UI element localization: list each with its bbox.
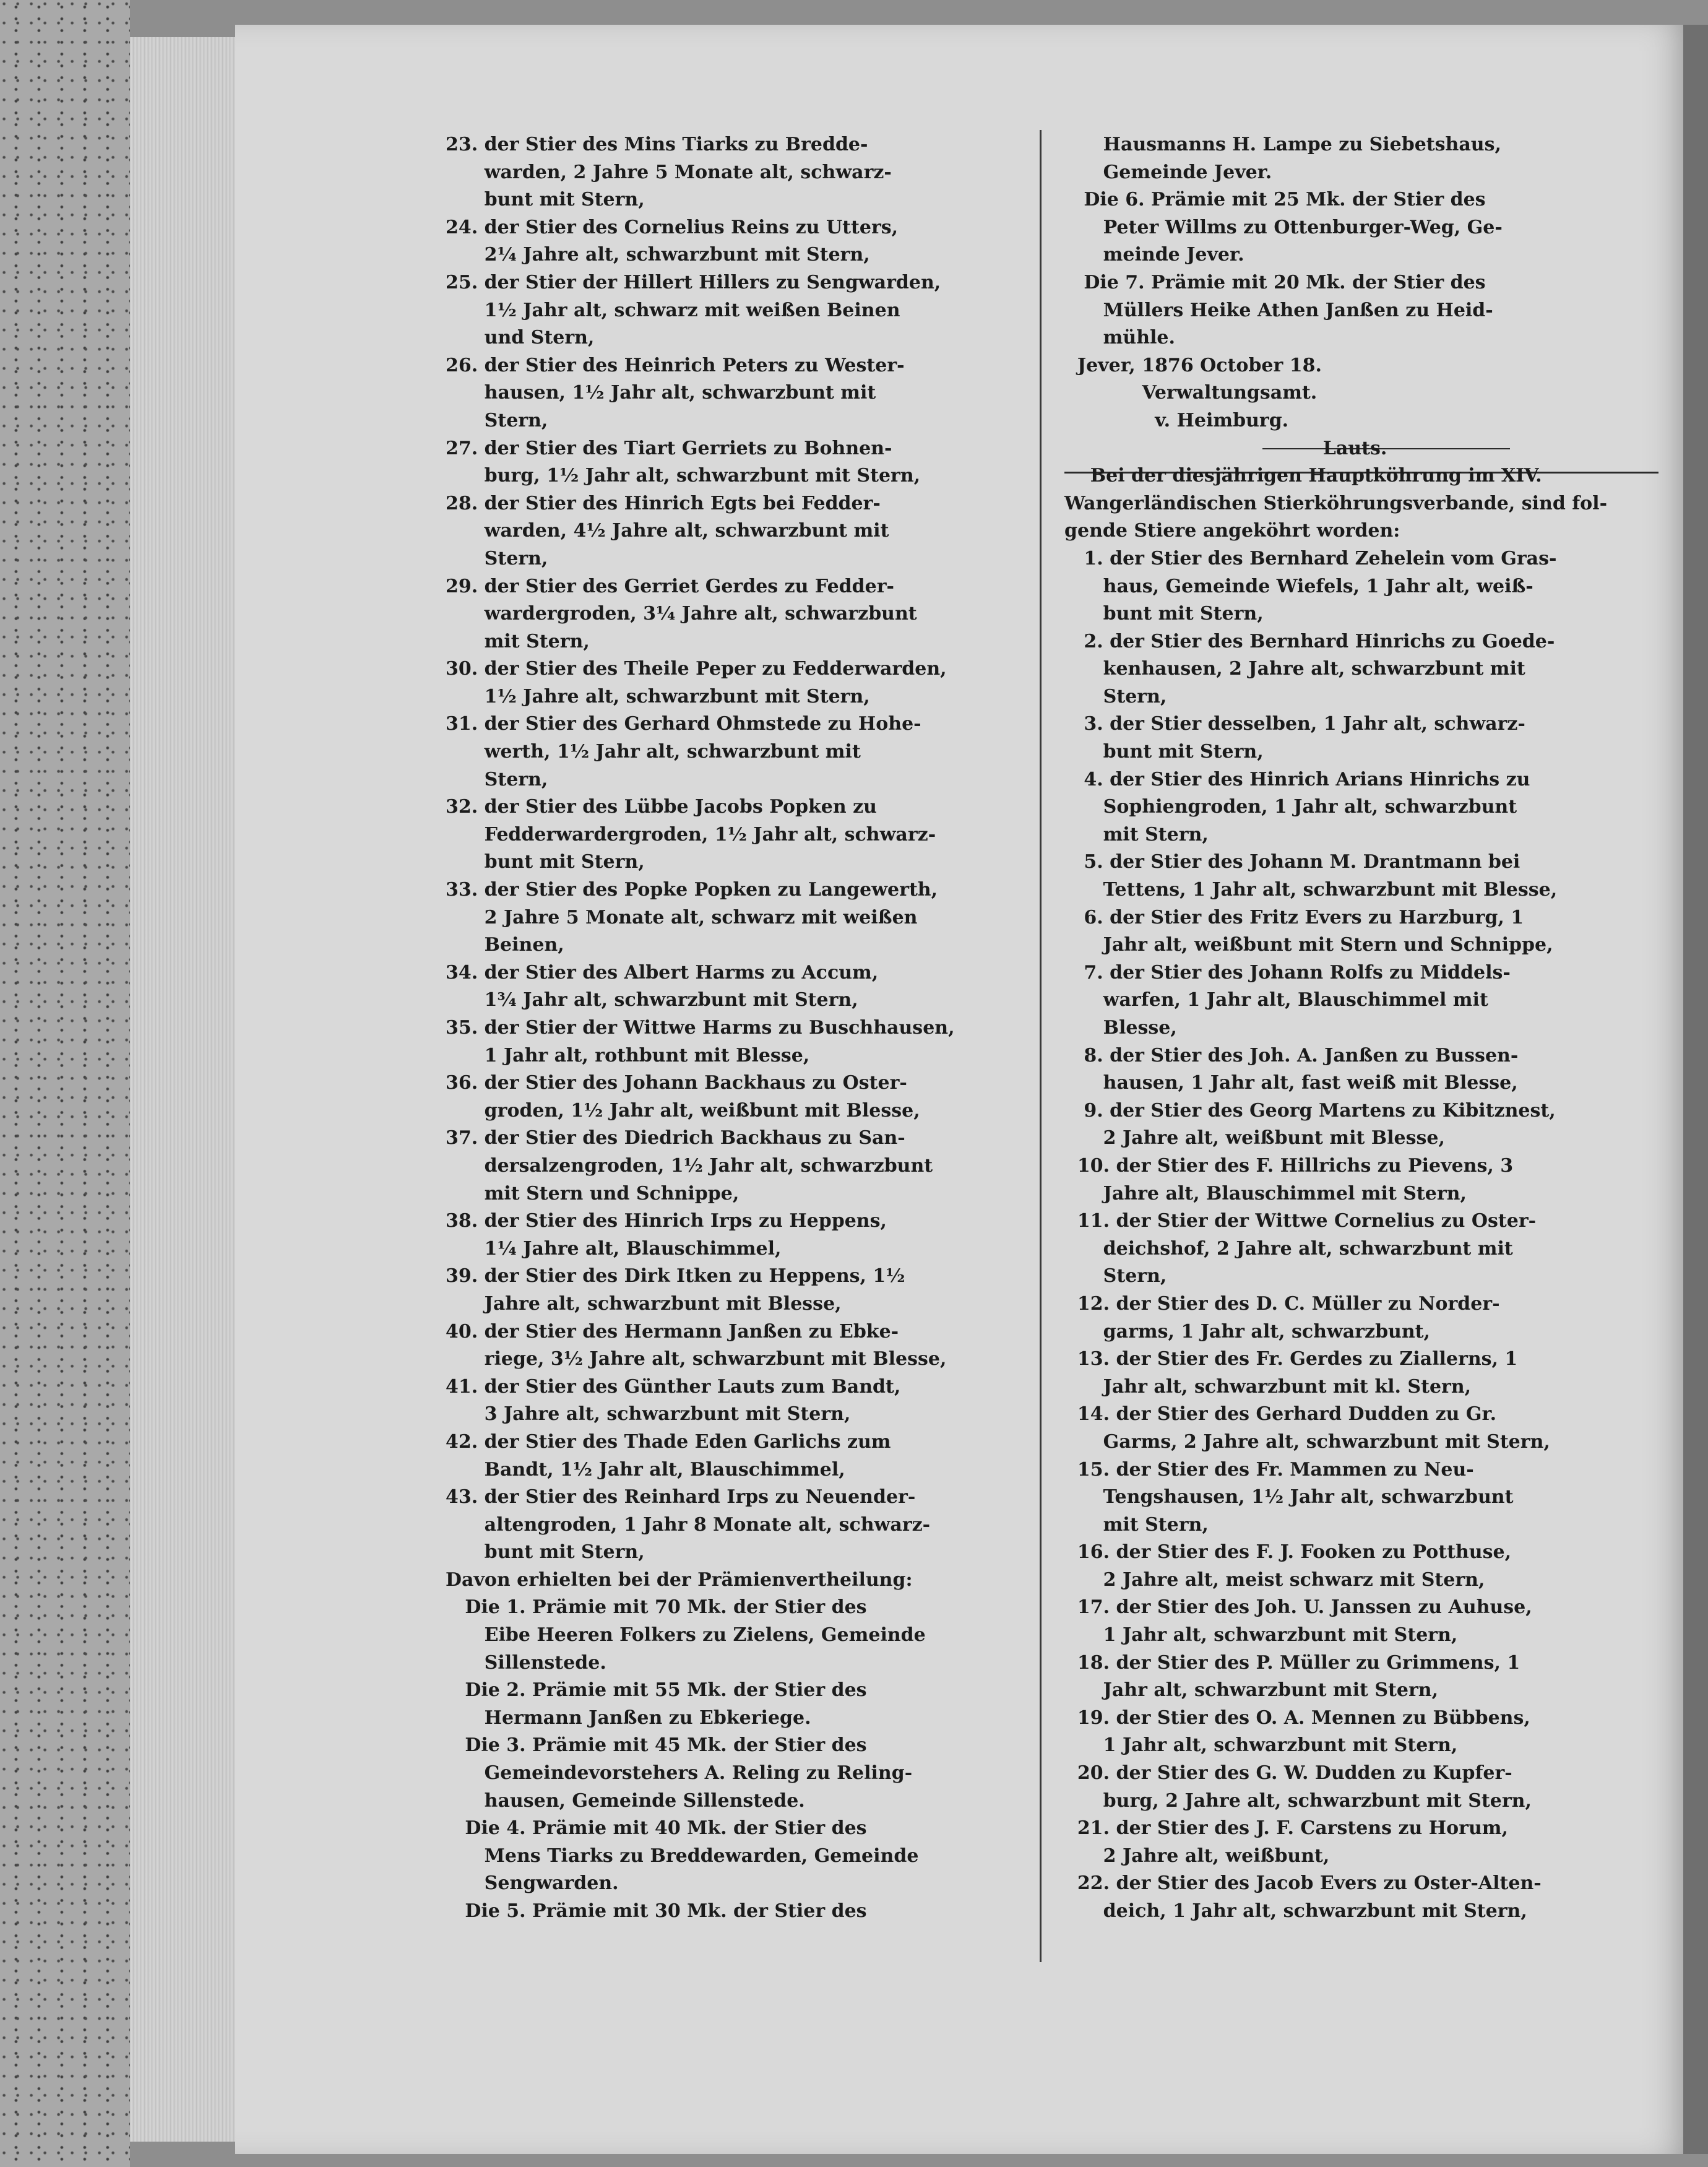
text-line: bunt mit Stern, <box>446 189 645 211</box>
text-line: werth, 1½ Jahr alt, schwarzbunt mit <box>446 741 861 763</box>
text-line: 23. der Stier des Mins Tiarks zu Bredde- <box>446 134 868 155</box>
text-line: Peter Willms zu Ottenburger-Weg, Ge- <box>1064 216 1503 238</box>
text-line: Hausmanns H. Lampe zu Siebetshaus, <box>1064 134 1501 155</box>
text-line: bunt mit Stern, <box>1064 741 1264 763</box>
text-line: 36. der Stier des Johann Backhaus zu Oster- <box>446 1072 907 1094</box>
text-line: 2 Jahre alt, meist schwarz mit Stern, <box>1064 1568 1485 1591</box>
text-line: Wangerländischen Stierköhrungsverbande, sind fol- <box>1064 492 1608 514</box>
text-line: 22. der Stier des Jacob Evers zu Oster-Alten- <box>1064 1872 1542 1895</box>
text-line: Gemeindevorstehers A. Reling zu Reling- <box>446 1762 913 1784</box>
text-line: burg, 2 Jahre alt, schwarzbunt mit Stern, <box>1064 1789 1532 1812</box>
text-line: Die 2. Prämie mit 55 Mk. der Stier des <box>446 1679 867 1702</box>
text-line: hausen, 1 Jahr alt, fast weiß mit Blesse, <box>1064 1072 1518 1094</box>
text-line: 31. der Stier des Gerhard Ohmstede zu Hohe- <box>446 713 921 735</box>
text-line: gende Stiere angeköhrt worden: <box>1064 520 1400 542</box>
column-divider <box>1040 130 1042 1962</box>
text-line: 40. der Stier des Hermann Janßen zu Ebke- <box>446 1320 899 1343</box>
text-line: Stern, <box>1064 685 1167 707</box>
text-line: Blesse, <box>1064 1017 1177 1039</box>
page-stack-edge <box>130 37 236 2142</box>
text-line: bunt mit Stern, <box>446 851 645 873</box>
text-line: 26. der Stier des Heinrich Peters zu Wester- <box>446 354 905 376</box>
text-line: 1¼ Jahre alt, Blauschimmel, <box>446 1237 782 1260</box>
text-line: 17. der Stier des Joh. U. Janssen zu Auhuse, <box>1064 1596 1532 1619</box>
text-line: 1¾ Jahr alt, schwarzbunt mit Stern, <box>446 989 858 1011</box>
text-line: 2 Jahre alt, weißbunt mit Blesse, <box>1064 1127 1445 1149</box>
text-line: Die 3. Prämie mit 45 Mk. der Stier des <box>446 1734 867 1757</box>
text-line: Tengshausen, 1½ Jahr alt, schwarzbunt <box>1064 1486 1514 1508</box>
text-line: hausen, 1½ Jahr alt, schwarzbunt mit <box>446 382 876 404</box>
text-line: Jahr alt, schwarzbunt mit kl. Stern, <box>1064 1375 1472 1398</box>
text-line: Sengwarden. <box>446 1872 619 1895</box>
text-line: wardergroden, 3¼ Jahre alt, schwarzbunt <box>446 603 917 625</box>
text-line: mit Stern und Schnippe, <box>446 1182 740 1205</box>
text-line: 27. der Stier des Tiart Gerriets zu Bohnen- <box>446 437 892 459</box>
text-line: Jever, 1876 October 18. <box>1064 354 1322 376</box>
text-line: 16. der Stier des F. J. Fooken zu Potthuse, <box>1064 1541 1512 1564</box>
text-line: Bandt, 1½ Jahr alt, Blauschimmel, <box>446 1458 845 1481</box>
text-line: Die 5. Prämie mit 30 Mk. der Stier des <box>446 1900 867 1922</box>
text-line: 29. der Stier des Gerriet Gerdes zu Fedder- <box>446 575 894 597</box>
text-line: 41. der Stier des Günther Lauts zum Bandt, <box>446 1375 901 1398</box>
text-line: 3. der Stier desselben, 1 Jahr alt, schwarz- <box>1064 713 1525 735</box>
text-line: deichshof, 2 Jahre alt, schwarzbunt mit <box>1064 1237 1513 1260</box>
text-line: Jahre alt, Blauschimmel mit Stern, <box>1064 1182 1467 1205</box>
text-line: Mens Tiarks zu Breddewarden, Gemeinde <box>446 1845 919 1867</box>
text-line: 25. der Stier der Hillert Hillers zu Sengwarden, <box>446 271 941 293</box>
text-line: Beinen, <box>446 934 564 956</box>
text-line: Verwaltungsamt. <box>1064 382 1318 404</box>
text-line: 2¼ Jahre alt, schwarzbunt mit Stern, <box>446 244 870 266</box>
left-text-column <box>446 131 1015 1926</box>
text-line: 2 Jahre 5 Monate alt, schwarz mit weißen <box>446 906 918 928</box>
text-line: Davon erhielten bei der Prämienvertheilung: <box>446 1568 913 1591</box>
text-line: Stern, <box>446 547 548 569</box>
text-line: Gemeinde Jever. <box>1064 161 1272 183</box>
text-line: v. Heimburg. <box>1064 409 1289 431</box>
text-line: 33. der Stier des Popke Popken zu Langewerth, <box>446 879 938 901</box>
text-line: Garms, 2 Jahre alt, schwarzbunt mit Stern, <box>1064 1430 1550 1453</box>
text-line: 28. der Stier des Hinrich Egts bei Fedder- <box>446 492 881 514</box>
text-line: 12. der Stier des D. C. Müller zu Norder- <box>1064 1292 1500 1315</box>
text-line: Tettens, 1 Jahr alt, schwarzbunt mit Blesse, <box>1064 879 1558 901</box>
text-line: Fedderwardergroden, 1½ Jahr alt, schwarz- <box>446 823 936 846</box>
text-line: Jahr alt, weißbunt mit Stern und Schnippe, <box>1064 934 1553 956</box>
text-line: 19. der Stier des O. A. Mennen zu Bübbens, <box>1064 1706 1530 1729</box>
text-line: 21. der Stier des J. F. Carstens zu Horum, <box>1064 1817 1508 1840</box>
text-line: burg, 1½ Jahr alt, schwarzbunt mit Stern, <box>446 465 921 487</box>
text-line: und Stern, <box>446 327 595 349</box>
text-line: Jahr alt, schwarzbunt mit Stern, <box>1064 1679 1439 1702</box>
text-line: riege, 3½ Jahre alt, schwarzbunt mit Blesse, <box>446 1348 947 1370</box>
text-line: deich, 1 Jahr alt, schwarzbunt mit Stern, <box>1064 1900 1527 1922</box>
text-line: 1 Jahr alt, rothbunt mit Blesse, <box>446 1044 810 1066</box>
text-line: Sophiengroden, 1 Jahr alt, schwarzbunt <box>1064 796 1517 818</box>
text-line: bunt mit Stern, <box>1064 603 1264 625</box>
text-line: 18. der Stier des P. Müller zu Grimmens, 1 <box>1064 1651 1520 1674</box>
text-line: 5. der Stier des Johann M. Drantmann bei <box>1064 851 1520 873</box>
text-line: Die 6. Prämie mit 25 Mk. der Stier des <box>1064 189 1486 211</box>
text-line: meinde Jever. <box>1064 244 1244 266</box>
text-line: 2 Jahre alt, weißbunt, <box>1064 1845 1330 1867</box>
text-line: 14. der Stier des Gerhard Dudden zu Gr. <box>1064 1403 1497 1425</box>
text-line: Jahre alt, schwarzbunt mit Blesse, <box>446 1292 842 1315</box>
text-line: 1½ Jahr alt, schwarz mit weißen Beinen <box>446 299 900 321</box>
text-line: 32. der Stier des Lübbe Jacobs Popken zu <box>446 796 877 818</box>
text-line: 24. der Stier des Cornelius Reins zu Utters, <box>446 216 899 238</box>
right-text-column <box>1064 131 1677 1926</box>
text-line: mit Stern, <box>1064 823 1209 846</box>
text-line: mühle. <box>1064 327 1175 349</box>
text-line: Die 4. Prämie mit 40 Mk. der Stier des <box>446 1817 867 1840</box>
text-line: Stern, <box>446 409 548 431</box>
text-line: 6. der Stier des Fritz Evers zu Harzburg, 1 <box>1064 906 1524 928</box>
text-line: mit Stern, <box>1064 1513 1209 1536</box>
text-line: haus, Gemeinde Wiefels, 1 Jahr alt, weiß- <box>1064 575 1533 597</box>
text-line: bunt mit Stern, <box>446 1541 645 1564</box>
text-line: 38. der Stier des Hinrich Irps zu Heppens, <box>446 1210 887 1232</box>
text-line: hausen, Gemeinde Sillenstede. <box>446 1789 805 1812</box>
text-line: mit Stern, <box>446 630 590 652</box>
text-line: 37. der Stier des Diedrich Backhaus zu San- <box>446 1127 905 1149</box>
text-line: Stern, <box>446 768 548 790</box>
text-line: 42. der Stier des Thade Eden Garlichs zum <box>446 1430 891 1453</box>
text-line: 3 Jahre alt, schwarzbunt mit Stern, <box>446 1403 851 1425</box>
text-line: dersalzengroden, 1½ Jahr alt, schwarzbunt <box>446 1154 933 1177</box>
text-line: 20. der Stier des G. W. Dudden zu Kupfer- <box>1064 1762 1512 1784</box>
text-line: kenhausen, 2 Jahre alt, schwarzbunt mit <box>1064 658 1525 680</box>
text-line: 43. der Stier des Reinhard Irps zu Neuender- <box>446 1486 916 1508</box>
text-line: Hermann Janßen zu Ebkeriege. <box>446 1706 811 1729</box>
text-line: 1½ Jahre alt, schwarzbunt mit Stern, <box>446 685 870 707</box>
text-line: garms, 1 Jahr alt, schwarzbunt, <box>1064 1320 1430 1343</box>
text-line: 13. der Stier des Fr. Gerdes zu Ziallerns, 1 <box>1064 1348 1518 1370</box>
text-line: 15. der Stier des Fr. Mammen zu Neu- <box>1064 1458 1474 1481</box>
text-line: Die 1. Prämie mit 70 Mk. der Stier des <box>446 1596 867 1619</box>
text-line: 9. der Stier des Georg Martens zu Kibitznest, <box>1064 1099 1556 1122</box>
text-line: 1 Jahr alt, schwarzbunt mit Stern, <box>1064 1624 1458 1646</box>
text-line: 7. der Stier des Johann Rolfs zu Middels- <box>1064 961 1511 984</box>
text-line: Eibe Heeren Folkers zu Zielens, Gemeinde <box>446 1624 926 1646</box>
text-line: 39. der Stier des Dirk Itken zu Heppens, 1½ <box>446 1265 905 1287</box>
text-line: Lauts. <box>1064 437 1387 459</box>
text-line: Die 7. Prämie mit 20 Mk. der Stier des <box>1064 271 1486 293</box>
text-line: 34. der Stier des Albert Harms zu Accum, <box>446 961 879 984</box>
text-line: warfen, 1 Jahr alt, Blauschimmel mit <box>1064 989 1488 1011</box>
text-line: 30. der Stier des Theile Peper zu Fedderwarden, <box>446 658 947 680</box>
text-line: 1 Jahr alt, schwarzbunt mit Stern, <box>1064 1734 1458 1757</box>
text-line: 10. der Stier des F. Hillrichs zu Pievens, 3 <box>1064 1154 1514 1177</box>
text-line: 11. der Stier der Wittwe Cornelius zu Oster- <box>1064 1210 1537 1232</box>
book-fore-edge <box>0 0 130 2167</box>
text-line: Bei der diesjährigen Hauptköhrung im XIV. <box>1064 465 1542 487</box>
text-line: Stern, <box>1064 1265 1167 1287</box>
text-line: 1. der Stier des Bernhard Zehelein vom Gras- <box>1064 547 1557 569</box>
text-line: 2. der Stier des Bernhard Hinrichs zu Goede- <box>1064 630 1555 652</box>
binding-gutter <box>1683 25 1708 2154</box>
text-line: 35. der Stier der Wittwe Harms zu Buschhausen, <box>446 1017 955 1039</box>
text-line: groden, 1½ Jahr alt, weißbunt mit Blesse, <box>446 1099 920 1122</box>
text-line: 4. der Stier des Hinrich Arians Hinrichs zu <box>1064 768 1530 790</box>
text-line: Müllers Heike Athen Janßen zu Heid- <box>1064 299 1493 321</box>
text-line: warden, 4½ Jahre alt, schwarzbunt mit <box>446 520 889 542</box>
text-line: altengroden, 1 Jahr 8 Monate alt, schwarz- <box>446 1513 931 1536</box>
text-line: 8. der Stier des Joh. A. Janßen zu Bussen- <box>1064 1044 1519 1066</box>
text-line: Sillenstede. <box>446 1651 606 1674</box>
text-line: warden, 2 Jahre 5 Monate alt, schwarz- <box>446 161 892 183</box>
